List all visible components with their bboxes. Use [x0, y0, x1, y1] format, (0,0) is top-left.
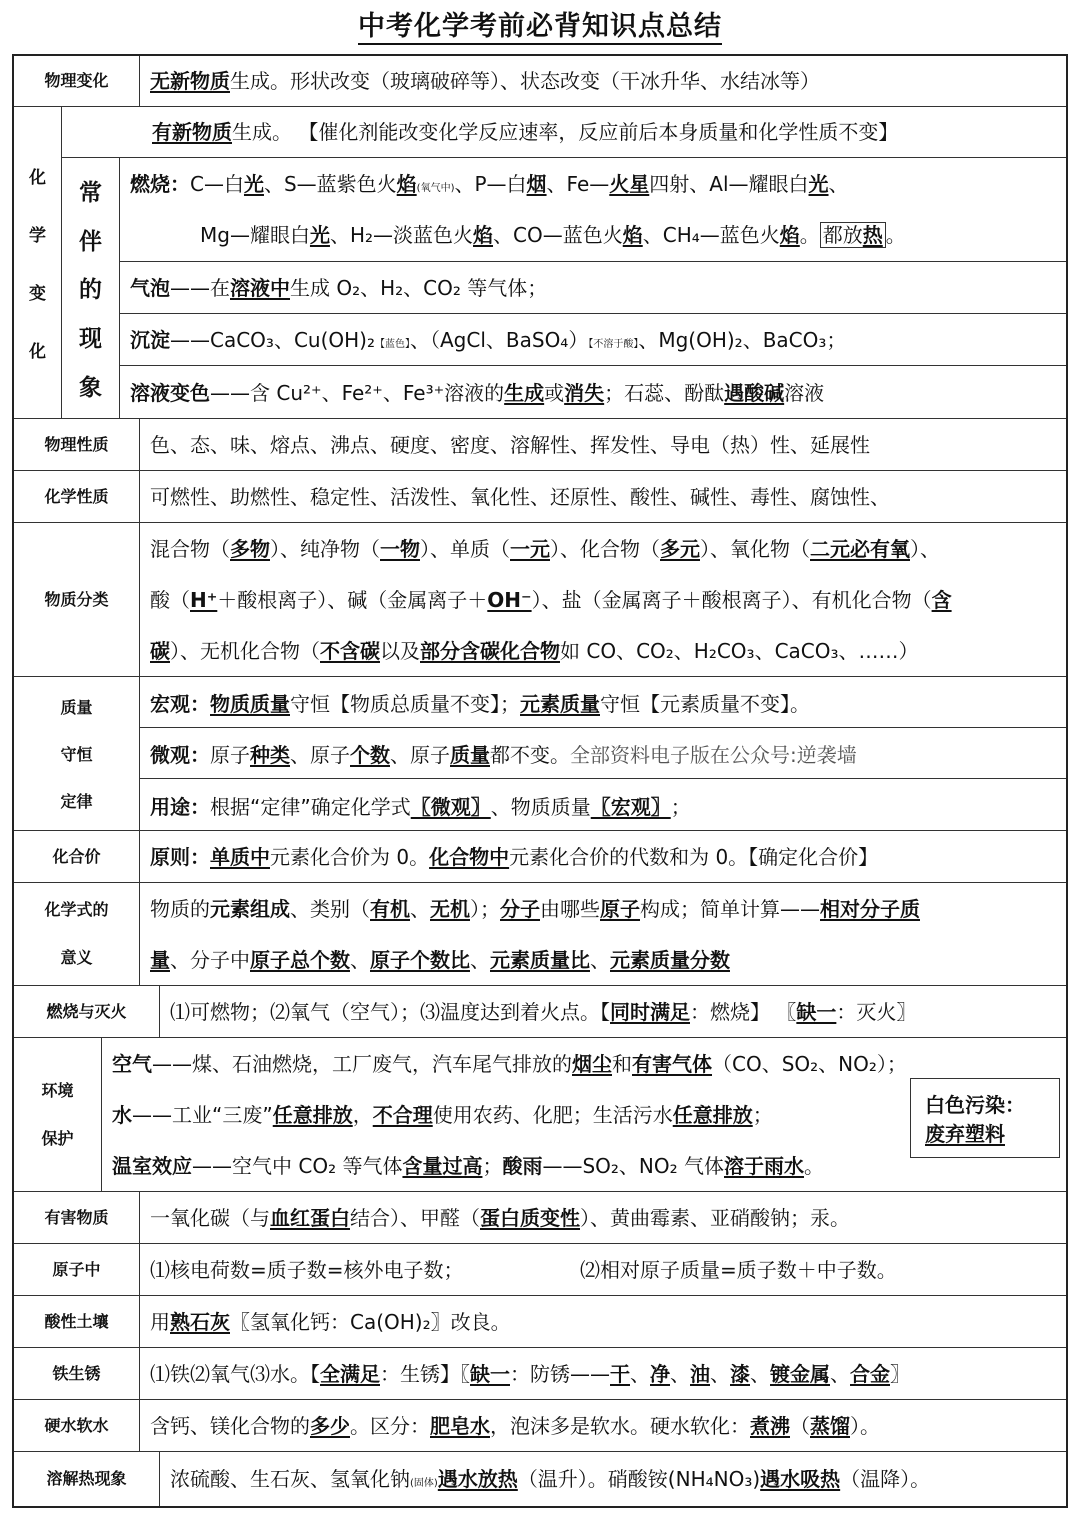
text: 任意排放 — [272, 1102, 353, 1127]
phenomenon-combustion — [120, 158, 1066, 262]
text: 单质中 — [210, 844, 270, 869]
text: 〖宏观〗 — [590, 794, 671, 819]
content-combustion-fire — [160, 986, 1066, 1037]
text: 热 — [862, 223, 883, 248]
key-no-new-substance: 无新物质 — [150, 69, 230, 93]
text: 一元 — [510, 536, 550, 561]
text: ）； — [470, 896, 500, 921]
text: 缺一 — [470, 1361, 510, 1386]
label-char: 现 — [79, 326, 102, 353]
text: 净 — [650, 1361, 670, 1386]
text: 个数 — [350, 742, 390, 767]
text: 煮沸 — [750, 1413, 790, 1438]
label-environment — [14, 1038, 102, 1191]
content-hard-water — [140, 1400, 1066, 1451]
label-part: 定律 — [60, 792, 93, 811]
physical-change-text: 生成。形状改变（玻璃破碎等）、状态改变（干冰升华、水结冰等） — [230, 69, 820, 93]
text: 原子 — [600, 896, 640, 921]
text: 如 CO、CO₂、H₂CO₃、CaCO₃、……） — [560, 638, 919, 663]
text: 遇水放热 — [437, 1467, 518, 1491]
text: ⑴可燃物；⑵氧气（空气）；⑶温度达到着火点。【 — [170, 999, 610, 1024]
text: 守恒【元素质量不变】。 — [600, 691, 810, 716]
content-dissolution — [160, 1452, 1066, 1506]
text: 遇酸碱 — [724, 380, 785, 405]
phenomenon-precipitate — [120, 314, 1066, 366]
text: 物质的 — [150, 896, 210, 921]
row-harmful — [14, 1192, 1066, 1244]
text: 镀金属 — [770, 1361, 830, 1386]
text: 缺一 — [796, 999, 837, 1024]
mass-use — [140, 779, 1066, 831]
text: 宏观： — [150, 691, 210, 716]
text: ）、纯净物（ — [270, 536, 380, 561]
text: 根据“定律”确定化学式 — [210, 794, 411, 819]
text: 全满足 — [320, 1361, 380, 1386]
label-formula-meaning — [14, 883, 140, 985]
text: ）、 — [910, 536, 940, 561]
text: 〗 — [890, 1361, 910, 1386]
text: （温降）。 — [840, 1467, 931, 1491]
text: 。 — [885, 223, 906, 248]
text: 元素组成 — [210, 896, 290, 921]
label-part: 质量 — [60, 698, 93, 717]
row-mass-conservation — [14, 677, 1066, 831]
text: 分子 — [500, 896, 540, 921]
label-dissolution: 溶解热现象 — [14, 1452, 160, 1506]
label-accompanying-phenomena — [62, 158, 120, 418]
content-formula-meaning — [140, 883, 1066, 985]
text: 、（AgCl、BaSO₄） — [410, 327, 589, 352]
text: 光 — [808, 171, 829, 196]
page-title — [0, 4, 1080, 43]
text: 多少 — [310, 1413, 350, 1438]
label-combustion-fire: 燃烧与灭火 — [14, 986, 160, 1037]
label-valence: 化合价 — [14, 831, 140, 882]
text: 、原子 — [290, 742, 350, 767]
precipitate-head: 沉淀 — [130, 327, 170, 352]
label-acid-soil: 酸性土壤 — [14, 1296, 140, 1347]
text: 〖微观〗 — [410, 794, 491, 819]
text: ，泡沫多是软水。硬水软化： — [490, 1413, 750, 1438]
text: OH⁻ — [487, 587, 532, 612]
text: (氧气中) — [416, 182, 455, 194]
text: 都不变。 — [490, 742, 570, 767]
text: 烟 — [526, 171, 547, 196]
text: 守恒【物质总质量不变】； — [290, 691, 520, 716]
text: 酸雨 — [502, 1153, 543, 1178]
text: 、 — [410, 896, 430, 921]
text: 熟石灰 — [170, 1309, 230, 1334]
text: 、 — [470, 947, 490, 972]
text: 原子总个数 — [250, 947, 350, 972]
text: 四射、Al—耀眼白 — [649, 171, 809, 196]
watermark-text: 全部资料电子版在公众号:逆袭墙 — [570, 742, 857, 767]
row-formula-meaning — [14, 883, 1066, 986]
label-rust: 铁生锈 — [14, 1348, 140, 1399]
label-part: 环境 — [41, 1080, 74, 1100]
text: 溶液 — [784, 380, 825, 405]
text: 使用农药、化肥；生活污水 — [432, 1102, 673, 1127]
phenomenon-color-change — [120, 366, 1066, 419]
text: 二元必有氧 — [810, 536, 910, 561]
text: 、 — [828, 171, 849, 196]
text: 用 — [150, 1309, 170, 1334]
text: 含钙、镁化合物的 — [150, 1413, 310, 1438]
text: 结合）、甲醛（ — [350, 1205, 480, 1230]
text: 不合理 — [372, 1102, 433, 1127]
text: 酸（ — [150, 587, 190, 612]
text: 【不溶于酸】 — [588, 338, 639, 350]
text: 有害气体 — [632, 1051, 712, 1076]
text: 含 — [931, 587, 952, 612]
text: 遇水吸热 — [760, 1467, 841, 1491]
text: 〖氢氧化钙：Ca(OH)₂〗改良。 — [230, 1309, 511, 1334]
combustion-head: 燃烧： — [130, 171, 190, 196]
label-char: 的 — [79, 277, 102, 304]
text: ：燃烧】 〖 — [690, 999, 797, 1024]
label-chemical-property: 化学性质 — [14, 471, 140, 522]
text: 蛋白质变性 — [480, 1205, 580, 1230]
all-release-heat — [820, 222, 886, 248]
text: 漆 — [730, 1361, 750, 1386]
text: ——SO₂、NO₂ 气体 — [542, 1153, 724, 1178]
text: 任意排放 — [672, 1102, 753, 1127]
text: 、H₂—淡蓝色火 — [329, 223, 474, 248]
row-combustion-fire — [14, 986, 1066, 1038]
content-atom — [140, 1244, 1066, 1295]
row-classification — [14, 523, 1066, 677]
text: ）、黄曲霉素、亚硝酸钠；汞。 — [580, 1205, 850, 1230]
text: ⑵相对原子质量=质子数＋中子数。 — [580, 1257, 897, 1282]
text: 光 — [243, 171, 264, 196]
text: 、Mg(OH)₂、BaCO₃； — [638, 327, 847, 352]
text: 碳 — [150, 638, 170, 663]
text: ——工业“三废” — [132, 1102, 273, 1127]
content-classification — [140, 523, 1066, 676]
text: （温升）。硝酸铵(NH₄NO₃) — [517, 1467, 761, 1491]
text: 油 — [690, 1361, 710, 1386]
text: 浓硫酸、生石灰、氢氧化钠 — [170, 1467, 410, 1491]
text: 光 — [309, 223, 330, 248]
text: 焰 — [396, 171, 417, 196]
row-acid-soil — [14, 1296, 1066, 1348]
text: 、类别（ — [290, 896, 370, 921]
chemical-property-text: 可燃性、助燃性、稳定性、活泼性、氧化性、还原性、酸性、碱性、毒性、腐蚀性、 — [150, 484, 890, 509]
text: 空气 — [112, 1051, 152, 1076]
text: （CO、SO₂、NO₂）； — [712, 1051, 907, 1076]
text: 溶于雨水 — [724, 1153, 804, 1178]
row-atom — [14, 1244, 1066, 1296]
row-hard-water — [14, 1400, 1066, 1452]
text: 原子个数比 — [370, 947, 470, 972]
row-rust — [14, 1348, 1066, 1400]
text: 、 — [350, 947, 370, 972]
row-valence — [14, 831, 1066, 883]
text: 原则： — [150, 844, 210, 869]
label-char: 常 — [79, 179, 102, 206]
white-pollution-text: 废弃塑料 — [925, 1122, 1005, 1146]
text: 多元 — [660, 536, 700, 561]
text: ⑴核电荷数=质子数=核外电子数； — [150, 1257, 464, 1282]
text: 溶液中 — [230, 275, 290, 300]
label-char: 象 — [79, 375, 102, 402]
text: 水 — [112, 1102, 132, 1127]
content-valence — [140, 831, 1066, 882]
chem-new-substance — [62, 107, 1066, 158]
white-pollution-title: 白色污染： — [925, 1093, 1025, 1117]
text: H⁺ — [190, 587, 218, 612]
text: ）、无机化合物（ — [170, 638, 320, 663]
text: 种类 — [250, 742, 290, 767]
text: 元素质量分数 — [610, 947, 730, 972]
text: 多物 — [230, 536, 270, 561]
label-hard-water: 硬水软水 — [14, 1400, 140, 1451]
text: 物质质量 — [210, 691, 290, 716]
text: ——煤、石油燃烧，工厂废气，汽车尾气排放的 — [152, 1051, 572, 1076]
text: 、分子中 — [170, 947, 250, 972]
text: 质量 — [450, 742, 490, 767]
text: 、物质质量 — [490, 794, 591, 819]
text: ）。 — [850, 1413, 880, 1438]
row-dissolution — [14, 1452, 1066, 1506]
text: 混合物（ — [150, 536, 230, 561]
content-physical-change — [140, 56, 1066, 106]
text: Mg—耀眼白 — [200, 223, 310, 248]
content-acid-soil — [140, 1296, 1066, 1347]
text: 和 — [612, 1051, 632, 1076]
text: 生成 — [504, 380, 545, 405]
text: ——含 Cu²⁺、Fe²⁺、Fe³⁺溶液的 — [210, 380, 505, 405]
label-part: 意义 — [60, 948, 93, 967]
text: 元素化合价的代数和为 0。【确定化合价】 — [509, 844, 879, 869]
text: ：生锈】〖 — [380, 1361, 470, 1386]
text: 干 — [610, 1361, 630, 1386]
text: 、 — [750, 1361, 770, 1386]
text: 以及 — [380, 638, 420, 663]
text: 。 — [799, 223, 820, 248]
text: 含量过高 — [402, 1153, 483, 1178]
text: 有机 — [370, 896, 410, 921]
phenomenon-bubbles — [120, 262, 1066, 314]
text: ； — [752, 1102, 773, 1127]
color-change-head: 溶液变色 — [130, 380, 210, 405]
text: 构成；简单计算—— — [640, 896, 820, 921]
label-physical-change: 物理变化 — [14, 56, 140, 106]
text: 蒸馏 — [810, 1413, 850, 1438]
text: 不含碳 — [320, 638, 380, 663]
row-chemical-change — [14, 107, 1066, 419]
text: （ — [790, 1413, 810, 1438]
text: ——在 — [170, 275, 230, 300]
text: 焰 — [779, 223, 800, 248]
text: ——CaCO₃、Cu(OH)₂ — [170, 327, 375, 352]
text: 消失 — [564, 380, 605, 405]
text: ）、盐（金属离子＋酸根离子）、有机化合物（ — [531, 587, 932, 612]
label-char: 化 — [29, 168, 46, 189]
content-physical-property — [140, 419, 1066, 470]
row-environment — [14, 1038, 1066, 1192]
text: ）、单质（ — [420, 536, 510, 561]
text: ； — [670, 794, 691, 819]
text: C—白 — [190, 171, 244, 196]
text: 同时满足 — [610, 999, 690, 1024]
bubbles-head: 气泡 — [130, 275, 170, 300]
text: 、Fe— — [546, 171, 610, 196]
content-chemical-property — [140, 471, 1066, 522]
content-rust — [140, 1348, 1066, 1399]
chem-top-text: 生成。 【催化剂能改变化学反应速率，反应前后本身质量和化学性质不变】 — [232, 120, 899, 144]
label-chemical-change — [14, 107, 62, 418]
text: 无机 — [430, 896, 470, 921]
text: ；石蕊、酚酞 — [604, 380, 725, 405]
text: 原子 — [210, 742, 250, 767]
text: ——空气中 CO₂ 等气体 — [192, 1153, 403, 1178]
label-part: 保护 — [41, 1128, 74, 1148]
text: ⑴铁⑵氧气⑶水。【 — [150, 1361, 320, 1386]
text: 元素质量比 — [490, 947, 590, 972]
white-pollution-box — [910, 1078, 1060, 1158]
text: 一物 — [380, 536, 420, 561]
text: 用途： — [150, 794, 210, 819]
text: 火星 — [609, 171, 650, 196]
text: 烟尘 — [572, 1051, 612, 1076]
text: ； — [482, 1153, 503, 1178]
text: 、 — [830, 1361, 850, 1386]
text: 微观： — [150, 742, 210, 767]
physical-property-text: 色、态、味、熔点、沸点、硬度、密度、溶解性、挥发性、导电（热）性、延展性 — [150, 432, 870, 457]
text: 量 — [150, 947, 170, 972]
text: 一氧化碳（与 — [150, 1205, 270, 1230]
label-part: 守恒 — [60, 745, 93, 764]
text: 、 — [670, 1361, 690, 1386]
text: 、 — [590, 947, 610, 972]
text: ：防锈—— — [510, 1361, 610, 1386]
text: 部分含碳化合物 — [420, 638, 560, 663]
text: 化合物中 — [429, 844, 510, 869]
label-mass-conservation — [14, 677, 140, 830]
label-char: 伴 — [79, 228, 102, 255]
label-atom: 原子中 — [14, 1244, 140, 1295]
text: 或 — [544, 380, 565, 405]
key-new-substance: 有新物质 — [152, 120, 232, 144]
text: 、CO—蓝色火 — [493, 223, 623, 248]
label-harmful: 有害物质 — [14, 1192, 140, 1243]
row-physical-change — [14, 56, 1066, 107]
text: ：灭火〗 — [836, 999, 917, 1024]
label-physical-property: 物理性质 — [14, 419, 140, 470]
row-physical-property — [14, 419, 1066, 471]
label-char: 变 — [29, 283, 46, 304]
text: 焰 — [473, 223, 494, 248]
row-chemical-property — [14, 471, 1066, 523]
text: 生成 O₂、H₂、CO₂ 等气体； — [290, 275, 548, 300]
text: 元素化合价为 0。 — [270, 844, 430, 869]
text: 、 — [710, 1361, 730, 1386]
text: 焰 — [622, 223, 643, 248]
text: 、原子 — [390, 742, 450, 767]
text: 肥皂水 — [430, 1413, 490, 1438]
text: ＋酸根离子）、碱（金属离子＋ — [217, 587, 488, 612]
text: 元素质量 — [520, 691, 600, 716]
text: 温室效应 — [112, 1153, 192, 1178]
text: 【蓝色】 — [375, 338, 410, 350]
label-char: 学 — [29, 226, 46, 247]
text: (固体) — [410, 1478, 438, 1489]
text: 相对分子质 — [820, 896, 920, 921]
text: 、P—白 — [454, 171, 527, 196]
text: ）、氧化物（ — [700, 536, 810, 561]
text: ）、化合物（ — [550, 536, 660, 561]
label-classification: 物质分类 — [14, 523, 140, 676]
page-title-text: 中考化学考前必背知识点总结 — [358, 11, 722, 45]
text: 。 — [804, 1153, 824, 1178]
text: 。区分： — [350, 1413, 430, 1438]
text: ， — [352, 1102, 373, 1127]
label-char: 化 — [29, 341, 46, 362]
mass-macro — [140, 677, 1066, 728]
text: 由哪些 — [540, 896, 600, 921]
text: 、S—蓝紫色火 — [263, 171, 397, 196]
text: 、 — [630, 1361, 650, 1386]
knowledge-table — [12, 54, 1068, 1508]
text: 合金 — [850, 1361, 890, 1386]
text: 血红蛋白 — [270, 1205, 350, 1230]
label-part: 化学式的 — [44, 900, 109, 919]
text: 、CH₄—蓝色火 — [642, 223, 780, 248]
mass-micro — [140, 728, 1066, 779]
content-harmful — [140, 1192, 1066, 1243]
text: 都放 — [822, 223, 863, 248]
